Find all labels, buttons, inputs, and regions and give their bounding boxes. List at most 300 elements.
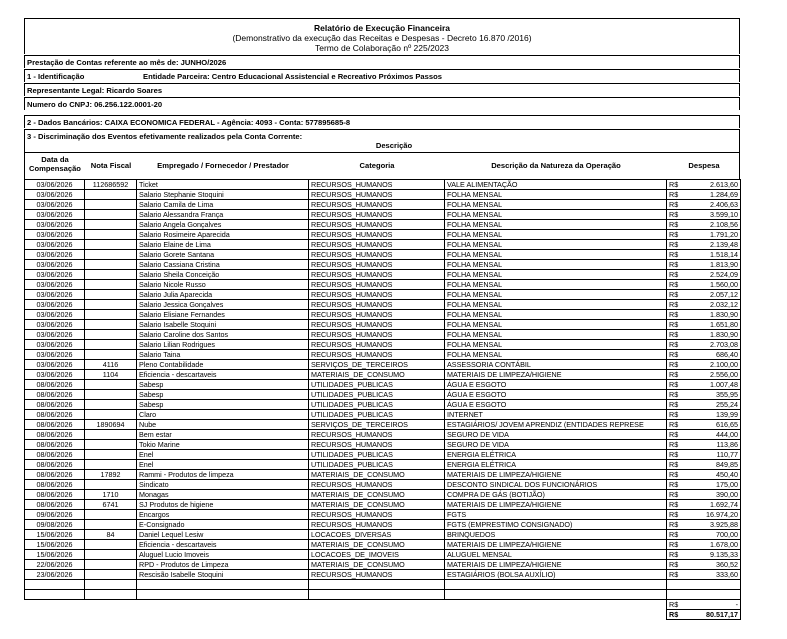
description-cell: ESTAGIÁRIOS (BOLSA AUXÍLIO) xyxy=(445,570,667,580)
description-cell: FOLHA MENSAL xyxy=(445,200,667,210)
grand-total-value: 80.517,17 xyxy=(681,610,741,620)
invoice-cell xyxy=(85,520,137,530)
value-cell: 2.108,56 xyxy=(681,220,741,230)
description-cell: FOLHA MENSAL xyxy=(445,340,667,350)
description-cell: FOLHA MENSAL xyxy=(445,320,667,330)
supplier-cell: Daniel Lequel Lesiw xyxy=(137,530,309,540)
date-cell: 08/06/2026 xyxy=(25,420,85,430)
table-row xyxy=(25,320,741,330)
currency-cell: R$ xyxy=(667,520,681,530)
description-cell: FOLHA MENSAL xyxy=(445,250,667,260)
supplier-cell: Salario Lilian Rodrigues xyxy=(137,340,309,350)
category-cell: SERVIÇOS_DE_TERCEIROS xyxy=(309,360,445,370)
invoice-cell xyxy=(85,300,137,310)
invoice-cell xyxy=(85,230,137,240)
category-cell: RECURSOS_HUMANOS xyxy=(309,290,445,300)
date-cell: 03/06/2026 xyxy=(25,330,85,340)
category-cell: SERVIÇOS_DE_TERCEIROS xyxy=(309,420,445,430)
supplier-cell: Aluguel Lucio Imoveis xyxy=(137,550,309,560)
supplier-cell: Bem estar xyxy=(137,430,309,440)
category-cell: MATERIAIS_DE_CONSUMO xyxy=(309,560,445,570)
col-invoice: Nota Fiscal xyxy=(90,161,132,170)
currency-cell: R$ xyxy=(667,190,681,200)
category-cell: MATERIAIS_DE_CONSUMO xyxy=(309,490,445,500)
category-cell: UTILIDADES_PUBLICAS xyxy=(309,410,445,420)
currency-cell: R$ xyxy=(667,550,681,560)
supplier-cell: Enel xyxy=(137,460,309,470)
currency-cell: R$ xyxy=(667,240,681,250)
col-category: Categoria xyxy=(359,161,395,170)
date-cell: 08/06/2026 xyxy=(25,440,85,450)
invoice-cell xyxy=(85,280,137,290)
date-cell: 03/06/2026 xyxy=(25,250,85,260)
cnpj-line: Numero do CNPJ: 06.256.122.0001-20 xyxy=(24,97,740,110)
invoice-cell xyxy=(85,390,137,400)
supplier-cell: Salario Taina xyxy=(137,350,309,360)
table-row xyxy=(25,520,741,530)
report-subtitle: (Demonstrativo da execução das Receitas e Despesas - Decreto 16.870 /2016) xyxy=(232,33,532,43)
table-row xyxy=(25,510,741,520)
table-row xyxy=(25,350,741,360)
currency-cell: R$ xyxy=(667,280,681,290)
value-cell: 1.830,90 xyxy=(681,330,741,340)
value-cell: 360,52 xyxy=(681,560,741,570)
currency-cell: R$ xyxy=(667,490,681,500)
invoice-cell xyxy=(85,250,137,260)
category-cell: RECURSOS_HUMANOS xyxy=(309,300,445,310)
category-cell: MATERIAIS_DE_CONSUMO xyxy=(309,370,445,380)
currency-cell: R$ xyxy=(667,400,681,410)
supplier-cell: Sabesp xyxy=(137,390,309,400)
invoice-cell xyxy=(85,440,137,450)
supplier-cell: Claro xyxy=(137,410,309,420)
invoice-cell xyxy=(85,340,137,350)
date-cell: 15/06/2026 xyxy=(25,540,85,550)
description-cell: MATERIAIS DE LIMPEZA/HIGIENE xyxy=(445,560,667,570)
table-row xyxy=(25,550,741,560)
table-row xyxy=(25,450,741,460)
currency-cell: R$ xyxy=(667,420,681,430)
currency-cell: R$ xyxy=(667,450,681,460)
supplier-cell: Sindicato xyxy=(137,480,309,490)
category-cell: RECURSOS_HUMANOS xyxy=(309,510,445,520)
table-row xyxy=(25,500,741,510)
table-row xyxy=(25,530,741,540)
description-cell: DESCONTO SINDICAL DOS FUNCIONÁRIOS xyxy=(445,480,667,490)
supplier-cell: Salario Cassiana Cristina xyxy=(137,260,309,270)
value-cell: 2.032,12 xyxy=(681,300,741,310)
invoice-cell xyxy=(85,290,137,300)
description-cell: ÁGUA E ESGOTO xyxy=(445,400,667,410)
invoice-cell xyxy=(85,220,137,230)
currency-cell: R$ xyxy=(667,270,681,280)
invoice-cell xyxy=(85,240,137,250)
date-cell: 03/06/2026 xyxy=(25,300,85,310)
value-cell: 2.100,00 xyxy=(681,360,741,370)
blank-row xyxy=(25,590,741,600)
supplier-cell: Salario Jessica Gonçalves xyxy=(137,300,309,310)
currency-cell: R$ xyxy=(667,260,681,270)
table-row xyxy=(25,420,741,430)
description-cell: FOLHA MENSAL xyxy=(445,350,667,360)
description-cell: SEGURO DE VIDA xyxy=(445,440,667,450)
value-cell: 3.599,10 xyxy=(681,210,741,220)
supplier-cell: SJ Produtos de higiene xyxy=(137,500,309,510)
invoice-cell xyxy=(85,200,137,210)
value-cell: 2.406,63 xyxy=(681,200,741,210)
currency-cell: R$ xyxy=(667,180,681,190)
descricao-group-header: Descrição xyxy=(375,141,413,150)
report-title: Relatório de Execução Financeira xyxy=(313,23,451,33)
value-cell: 444,00 xyxy=(681,430,741,440)
description-cell: FGTS xyxy=(445,510,667,520)
bank-line: 2 - Dados Bancários: CAIXA ECONOMICA FEDERAL - Agência: 4093 - Conta: 577895685-8 xyxy=(24,115,740,128)
currency-cell: R$ xyxy=(667,560,681,570)
category-cell: RECURSOS_HUMANOS xyxy=(309,570,445,580)
category-cell: RECURSOS_HUMANOS xyxy=(309,220,445,230)
currency-cell: R$ xyxy=(667,350,681,360)
table-row xyxy=(25,240,741,250)
category-cell: RECURSOS_HUMANOS xyxy=(309,430,445,440)
date-cell: 08/06/2026 xyxy=(25,410,85,420)
category-cell: RECURSOS_HUMANOS xyxy=(309,330,445,340)
description-cell: FOLHA MENSAL xyxy=(445,210,667,220)
table-row xyxy=(25,310,741,320)
table-row xyxy=(25,190,741,200)
category-cell: RECURSOS_HUMANOS xyxy=(309,280,445,290)
category-cell: RECURSOS_HUMANOS xyxy=(309,320,445,330)
date-cell: 08/06/2026 xyxy=(25,450,85,460)
category-cell: RECURSOS_HUMANOS xyxy=(309,240,445,250)
description-cell: FOLHA MENSAL xyxy=(445,230,667,240)
currency-cell: R$ xyxy=(667,210,681,220)
invoice-cell xyxy=(85,380,137,390)
table-row xyxy=(25,180,741,190)
date-cell: 03/06/2026 xyxy=(25,350,85,360)
table-row xyxy=(25,390,741,400)
invoice-cell xyxy=(85,480,137,490)
table-row xyxy=(25,360,741,370)
date-cell: 09/08/2026 xyxy=(25,520,85,530)
currency-cell: R$ xyxy=(667,390,681,400)
identification-label: 1 - Identificação xyxy=(27,72,85,81)
grand-total-row xyxy=(25,610,741,620)
value-cell: 390,00 xyxy=(681,490,741,500)
invoice-cell xyxy=(85,550,137,560)
category-cell: RECURSOS_HUMANOS xyxy=(309,440,445,450)
supplier-cell: Salario Nicole Russo xyxy=(137,280,309,290)
category-cell: LOCACOES_DIVERSAS xyxy=(309,530,445,540)
date-cell: 03/06/2026 xyxy=(25,270,85,280)
invoice-cell: 1710 xyxy=(85,490,137,500)
supplier-cell: Salario Angela Gonçalves xyxy=(137,220,309,230)
value-cell: 2.524,09 xyxy=(681,270,741,280)
subtotal-row xyxy=(25,600,741,610)
supplier-cell: Monagas xyxy=(137,490,309,500)
supplier-cell: Salario Rosimeire Aparecida xyxy=(137,230,309,240)
date-cell: 22/06/2026 xyxy=(25,560,85,570)
description-cell: FOLHA MENSAL xyxy=(445,330,667,340)
description-cell: FOLHA MENSAL xyxy=(445,260,667,270)
category-cell: UTILIDADES_PUBLICAS xyxy=(309,390,445,400)
value-cell: 1.791,20 xyxy=(681,230,741,240)
table-row xyxy=(25,470,741,480)
date-cell: 03/06/2026 xyxy=(25,340,85,350)
supplier-cell: Salario Caroline dos Santos xyxy=(137,330,309,340)
table-row xyxy=(25,370,741,380)
table-row xyxy=(25,300,741,310)
invoice-cell: 84 xyxy=(85,530,137,540)
value-cell: 2.057,12 xyxy=(681,290,741,300)
table-row xyxy=(25,260,741,270)
date-cell: 08/06/2026 xyxy=(25,400,85,410)
date-cell: 08/06/2026 xyxy=(25,470,85,480)
category-cell: RECURSOS_HUMANOS xyxy=(309,350,445,360)
value-cell: 700,00 xyxy=(681,530,741,540)
invoice-cell: 1890694 xyxy=(85,420,137,430)
category-cell: RECURSOS_HUMANOS xyxy=(309,520,445,530)
description-cell: ASSESSORIA CONTÁBIL xyxy=(445,360,667,370)
invoice-cell xyxy=(85,270,137,280)
description-cell: FOLHA MENSAL xyxy=(445,310,667,320)
supplier-cell: Salario Elisiane Fernandes xyxy=(137,310,309,320)
supplier-cell: Nube xyxy=(137,420,309,430)
invoice-cell xyxy=(85,560,137,570)
description-cell: INTERNET xyxy=(445,410,667,420)
value-cell: 113,86 xyxy=(681,440,741,450)
table-row xyxy=(25,570,741,580)
currency-cell: R$ xyxy=(667,380,681,390)
date-cell: 03/06/2026 xyxy=(25,370,85,380)
value-cell: 110,77 xyxy=(681,450,741,460)
currency-cell: R$ xyxy=(667,310,681,320)
currency-cell: R$ xyxy=(667,510,681,520)
currency-cell: R$ xyxy=(667,220,681,230)
date-cell: 03/06/2026 xyxy=(25,200,85,210)
category-cell: MATERIAIS_DE_CONSUMO xyxy=(309,540,445,550)
supplier-cell: Salario Alessandra França xyxy=(137,210,309,220)
table-row xyxy=(25,430,741,440)
description-cell: ESTAGIÁRIOS/ JOVEM APRENDIZ (ENTIDADES REPRESE xyxy=(445,420,667,430)
table-row xyxy=(25,280,741,290)
report-term: Termo de Colaboração nº 225/2023 xyxy=(315,43,449,53)
column-header-row xyxy=(24,152,740,179)
value-cell: 355,95 xyxy=(681,390,741,400)
invoice-cell: 1104 xyxy=(85,370,137,380)
invoice-cell xyxy=(85,400,137,410)
date-cell: 03/06/2026 xyxy=(25,190,85,200)
col-description: Descrição da Natureza da Operação xyxy=(491,161,621,170)
description-cell: FOLHA MENSAL xyxy=(445,240,667,250)
category-cell: RECURSOS_HUMANOS xyxy=(309,260,445,270)
currency-cell: R$ xyxy=(667,460,681,470)
value-cell: 2.556,00 xyxy=(681,370,741,380)
invoice-cell xyxy=(85,540,137,550)
period-line: Prestação de Contas referente ao mês de: JUNHO/2026 xyxy=(24,55,740,68)
description-cell: VALE ALIMENTAÇÃO xyxy=(445,180,667,190)
supplier-cell: Encargos xyxy=(137,510,309,520)
date-cell: 15/06/2026 xyxy=(25,550,85,560)
invoice-cell xyxy=(85,260,137,270)
table-row xyxy=(25,340,741,350)
supplier-cell: Eficiencia - descartaveis xyxy=(137,370,309,380)
date-cell: 03/06/2026 xyxy=(25,210,85,220)
description-cell: FOLHA MENSAL xyxy=(445,300,667,310)
value-cell: 1.830,90 xyxy=(681,310,741,320)
date-cell: 03/06/2026 xyxy=(25,360,85,370)
currency-cell: R$ xyxy=(667,570,681,580)
description-cell: MATERIAIS DE LIMPEZA/HIGIENE xyxy=(445,470,667,480)
invoice-cell xyxy=(85,410,137,420)
description-cell: ENERGIA ELÉTRICA xyxy=(445,460,667,470)
description-cell: SEGURO DE VIDA xyxy=(445,430,667,440)
currency-cell: R$ xyxy=(667,250,681,260)
value-cell: 849,85 xyxy=(681,460,741,470)
value-cell: 9.135,33 xyxy=(681,550,741,560)
invoice-cell xyxy=(85,570,137,580)
category-cell: RECURSOS_HUMANOS xyxy=(309,480,445,490)
col-expense: Despesa xyxy=(688,161,720,170)
category-cell: LOCACOES_DE_IMOVEIS xyxy=(309,550,445,560)
entity-name: Entidade Parceira: Centro Educacional Assistencial e Recreativo Próximos Passos xyxy=(143,72,442,81)
supplier-cell: RPD - Produtos de Limpeza xyxy=(137,560,309,570)
value-cell: 1.813,90 xyxy=(681,260,741,270)
category-cell: UTILIDADES_PUBLICAS xyxy=(309,450,445,460)
currency-cell: R$ xyxy=(667,500,681,510)
table-row xyxy=(25,410,741,420)
table-row xyxy=(25,200,741,210)
value-cell: 333,60 xyxy=(681,570,741,580)
category-cell: MATERIAIS_DE_CONSUMO xyxy=(309,470,445,480)
date-cell: 09/06/2026 xyxy=(25,510,85,520)
supplier-cell: Sabesp xyxy=(137,380,309,390)
date-cell: 08/06/2026 xyxy=(25,480,85,490)
description-cell: ÁGUA E ESGOTO xyxy=(445,390,667,400)
description-cell: MATERIAIS DE LIMPEZA/HIGIENE xyxy=(445,500,667,510)
date-cell: 03/06/2026 xyxy=(25,180,85,190)
supplier-cell: Salario Julia Aparecida xyxy=(137,290,309,300)
currency-cell: R$ xyxy=(667,480,681,490)
date-cell: 03/06/2026 xyxy=(25,290,85,300)
value-cell: 450,40 xyxy=(681,470,741,480)
supplier-cell: Salario Camila de Lima xyxy=(137,200,309,210)
table-row xyxy=(25,560,741,570)
date-cell: 08/06/2026 xyxy=(25,430,85,440)
date-cell: 08/06/2026 xyxy=(25,380,85,390)
description-cell: BRINQUEDOS xyxy=(445,530,667,540)
date-cell: 08/06/2026 xyxy=(25,500,85,510)
col-supplier: Empregado / Fornecedor / Prestador xyxy=(157,161,289,170)
table-row xyxy=(25,270,741,280)
expense-table xyxy=(24,179,741,620)
invoice-cell xyxy=(85,460,137,470)
category-cell: RECURSOS_HUMANOS xyxy=(309,230,445,240)
date-cell: 03/06/2026 xyxy=(25,320,85,330)
supplier-cell: Enel xyxy=(137,450,309,460)
invoice-cell: 4116 xyxy=(85,360,137,370)
invoice-cell xyxy=(85,190,137,200)
description-cell: FOLHA MENSAL xyxy=(445,280,667,290)
currency-cell: R$ xyxy=(667,440,681,450)
supplier-cell: Eficiencia - descartaveis xyxy=(137,540,309,550)
currency-cell: R$ xyxy=(667,530,681,540)
category-cell: RECURSOS_HUMANOS xyxy=(309,310,445,320)
table-row xyxy=(25,540,741,550)
invoice-cell xyxy=(85,450,137,460)
table-row xyxy=(25,230,741,240)
value-cell: 2.613,60 xyxy=(681,180,741,190)
invoice-cell xyxy=(85,430,137,440)
value-cell: 1.692,74 xyxy=(681,500,741,510)
table-row xyxy=(25,440,741,450)
currency-cell: R$ xyxy=(667,320,681,330)
category-cell: RECURSOS_HUMANOS xyxy=(309,180,445,190)
invoice-cell: 17892 xyxy=(85,470,137,480)
table-row xyxy=(25,380,741,390)
date-cell: 23/06/2026 xyxy=(25,570,85,580)
currency-cell: R$ xyxy=(667,340,681,350)
invoice-cell xyxy=(85,320,137,330)
invoice-cell xyxy=(85,310,137,320)
category-cell: RECURSOS_HUMANOS xyxy=(309,340,445,350)
description-cell: COMPRA DE GÁS (BOTIJÃO) xyxy=(445,490,667,500)
description-cell: FOLHA MENSAL xyxy=(445,220,667,230)
supplier-cell: Salario Sheila Conceição xyxy=(137,270,309,280)
report-sheet xyxy=(24,18,740,622)
category-cell: MATERIAIS_DE_CONSUMO xyxy=(309,500,445,510)
currency-cell: R$ xyxy=(667,360,681,370)
supplier-cell: Rammi - Produtos de limpeza xyxy=(137,470,309,480)
category-cell: UTILIDADES_PUBLICAS xyxy=(309,460,445,470)
description-cell: ALUGUEL MENSAL xyxy=(445,550,667,560)
invoice-cell: 112686592 xyxy=(85,180,137,190)
currency-cell: R$ xyxy=(667,290,681,300)
date-cell: 03/06/2026 xyxy=(25,230,85,240)
description-cell: FOLHA MENSAL xyxy=(445,190,667,200)
supplier-cell: Salario Gorete Santana xyxy=(137,250,309,260)
date-cell: 08/06/2026 xyxy=(25,490,85,500)
supplier-cell: Tokio Marine xyxy=(137,440,309,450)
value-cell: 3.925,88 xyxy=(681,520,741,530)
supplier-cell: Ticket xyxy=(137,180,309,190)
currency-cell: R$ xyxy=(667,230,681,240)
currency-cell: R$ xyxy=(667,540,681,550)
supplier-cell: Pleno Contabilidade xyxy=(137,360,309,370)
value-cell: 16.974,20 xyxy=(681,510,741,520)
value-cell: 139,99 xyxy=(681,410,741,420)
value-cell: 1.518,14 xyxy=(681,250,741,260)
legal-rep-line: Representante Legal: Ricardo Soares xyxy=(24,83,740,96)
table-row xyxy=(25,400,741,410)
identification-line xyxy=(24,69,740,82)
value-cell: 686,40 xyxy=(681,350,741,360)
value-cell: 2.703,08 xyxy=(681,340,741,350)
category-cell: UTILIDADES_PUBLICAS xyxy=(309,380,445,390)
invoice-cell xyxy=(85,510,137,520)
table-row xyxy=(25,460,741,470)
value-cell: 1.651,80 xyxy=(681,320,741,330)
category-cell: RECURSOS_HUMANOS xyxy=(309,210,445,220)
supplier-cell: Rescisão Isabelle Stoquini xyxy=(137,570,309,580)
value-cell: 2.139,48 xyxy=(681,240,741,250)
description-cell: MATERIAIS DE LIMPEZA/HIGIENE xyxy=(445,540,667,550)
invoice-cell xyxy=(85,350,137,360)
currency-cell: R$ xyxy=(667,370,681,380)
currency-symbol: R$ xyxy=(667,610,681,620)
category-cell: RECURSOS_HUMANOS xyxy=(309,200,445,210)
supplier-cell: Salario Elaine de Lima xyxy=(137,240,309,250)
invoice-cell xyxy=(85,210,137,220)
